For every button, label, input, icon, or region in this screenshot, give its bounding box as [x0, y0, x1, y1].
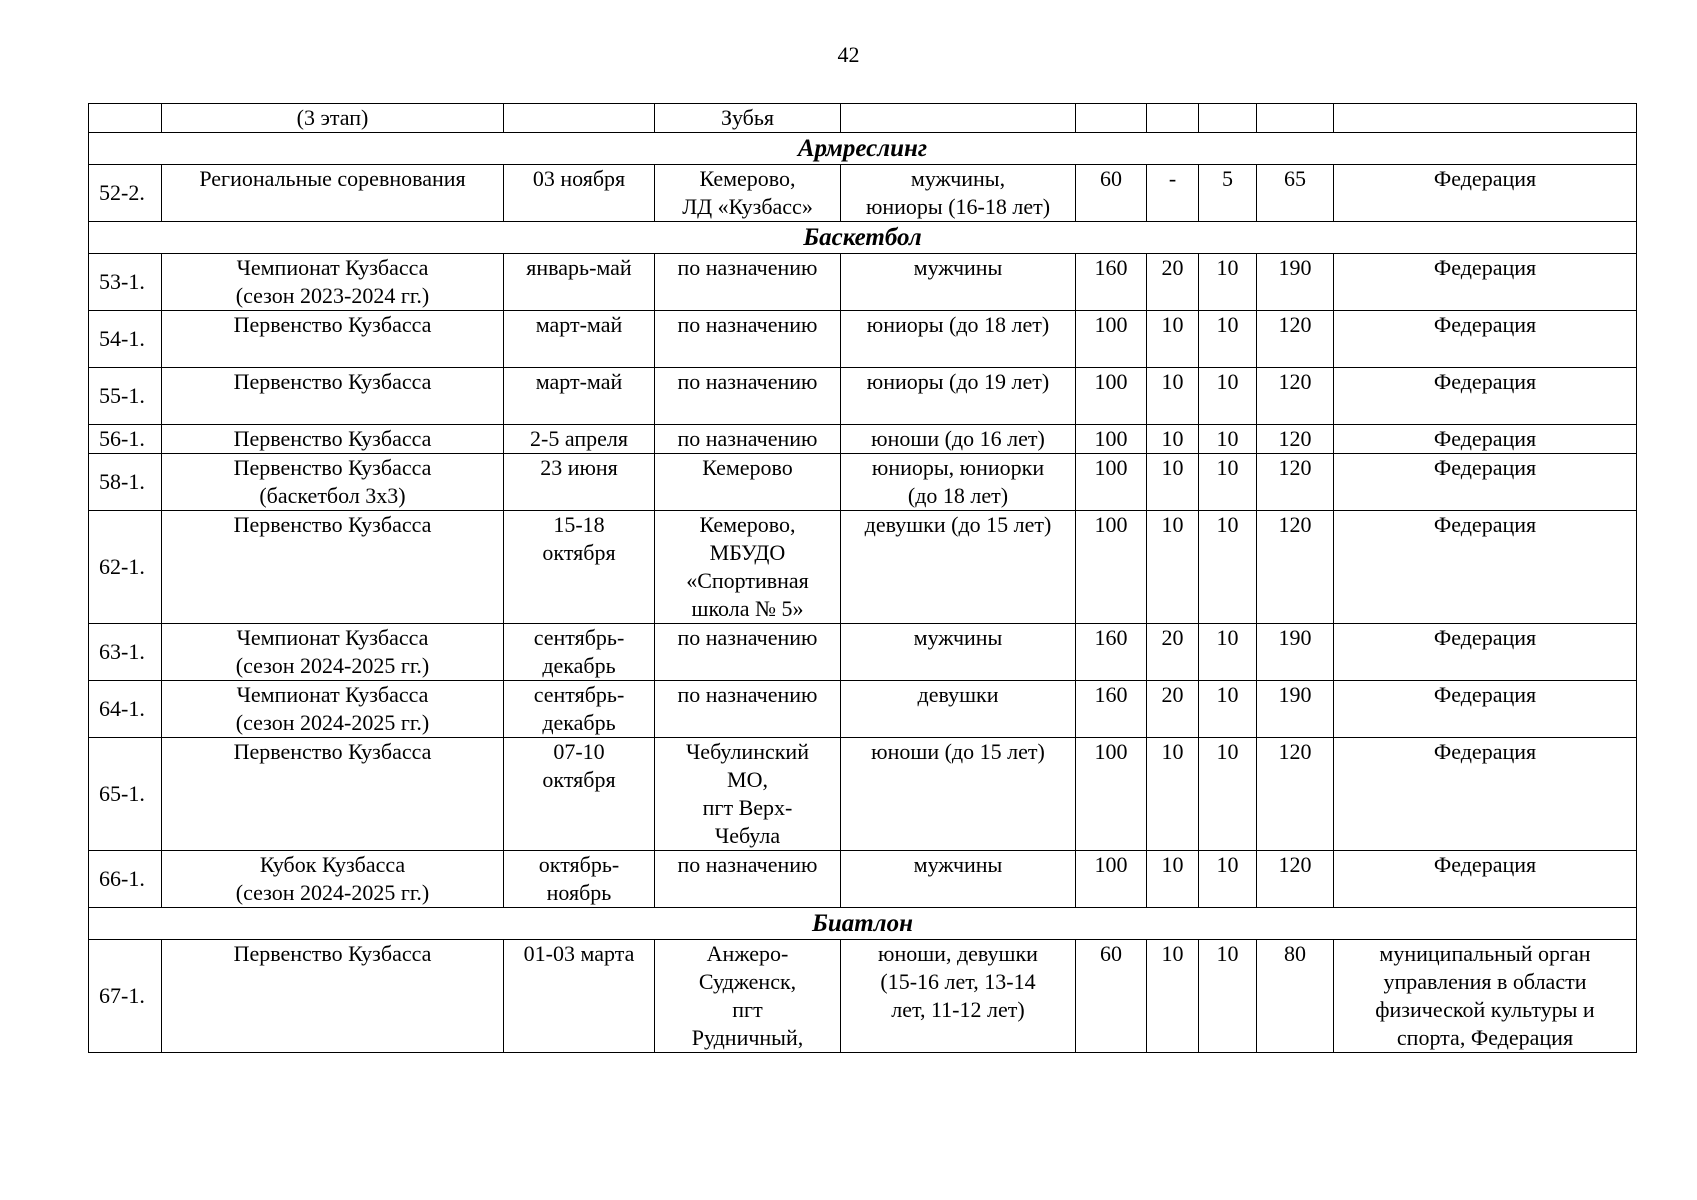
participants-cell [841, 851, 1076, 908]
date-cell [504, 254, 655, 311]
organizer-cell-line: Федерация [1433, 166, 1537, 191]
continuation-row [89, 104, 1637, 133]
event-name-cell-line: Первенство Кузбасса [233, 455, 432, 480]
organizer-cell-line: управления в области [1383, 969, 1587, 994]
event-name-cell-line: (баскетбол 3х3) [259, 483, 406, 508]
place-cell-line: пгт [732, 997, 763, 1022]
event-name-cell-line: Чемпионат Кузбасса [236, 682, 429, 707]
event-name-cell-line: Кубок Кузбасса [259, 852, 406, 877]
event-name-cell [162, 681, 504, 738]
place-cell-line: МБУДО [709, 540, 786, 565]
table-row [89, 254, 1637, 311]
count-cell [1147, 104, 1199, 133]
participants-cell-line: (15-16 лет, 13-14 [880, 969, 1036, 994]
count-cell: 100 [1076, 425, 1147, 454]
place-cell [655, 165, 841, 222]
organizer-cell [1334, 851, 1637, 908]
organizer-cell [1334, 311, 1637, 368]
section-title: Армреслинг [89, 133, 1637, 165]
num-cell: 65-1. [89, 738, 162, 851]
place-cell [655, 311, 841, 368]
participants-cell-line: мужчины [913, 255, 1003, 280]
date-cell [504, 624, 655, 681]
count-cell: 100 [1076, 511, 1147, 624]
place-cell [655, 624, 841, 681]
count-cell: 10 [1199, 254, 1257, 311]
event-name-cell [162, 851, 504, 908]
count-cell: 160 [1076, 624, 1147, 681]
place-cell-line: Судженск, [698, 969, 797, 994]
count-cell: 160 [1076, 254, 1147, 311]
date-cell-line: 15-18 [553, 512, 605, 537]
date-cell-line: октябрь- [538, 852, 620, 877]
count-cell: 10 [1199, 454, 1257, 511]
num-cell: 54-1. [89, 311, 162, 368]
organizer-cell-line: физической культуры и [1375, 997, 1595, 1022]
count-cell: 10 [1147, 511, 1199, 624]
place-cell-line: Анжеро- [706, 941, 789, 966]
participants-cell [841, 511, 1076, 624]
num-cell: 58-1. [89, 454, 162, 511]
event-name-cell-line: Первенство Кузбасса [233, 512, 432, 537]
participants-cell-line: мужчины [913, 625, 1003, 650]
date-cell-line: сентябрь- [533, 682, 625, 707]
place-cell [655, 254, 841, 311]
participants-cell-line: девушки (до 15 лет) [864, 512, 1052, 537]
place-cell-line: Чебула [714, 823, 781, 848]
page-number: 42 [837, 42, 860, 67]
event-name-cell [162, 624, 504, 681]
total-cell: 120 [1257, 851, 1334, 908]
count-cell: 60 [1076, 165, 1147, 222]
date-cell-line: 07-10 [553, 739, 605, 764]
organizer-cell-line: муниципальный орган [1379, 941, 1591, 966]
num-cell: 64-1. [89, 681, 162, 738]
place-cell-line: по назначению [677, 369, 818, 394]
participants-cell [841, 940, 1076, 1053]
date-cell-line: март-май [535, 312, 623, 337]
place-cell-line: по назначению [677, 682, 818, 707]
event-name-cell-line: (сезон 2024-2025 гг.) [235, 710, 430, 735]
count-cell [1076, 104, 1147, 133]
event-name-cell [162, 311, 504, 368]
organizer-cell-line: спорта, Федерация [1396, 1025, 1574, 1050]
place-cell-line: МО, [727, 767, 768, 792]
count-cell: 10 [1199, 425, 1257, 454]
participants-cell-line: юниоры, юниорки [871, 455, 1045, 480]
total-cell: 120 [1257, 454, 1334, 511]
event-name-cell-line: Первенство Кузбасса [233, 369, 432, 394]
place-cell [655, 454, 841, 511]
date-cell-line: 2-5 апреля [530, 426, 628, 451]
count-cell: 60 [1076, 940, 1147, 1053]
place-cell-line: Чебулинский [686, 739, 809, 764]
date-cell-line: март-май [535, 369, 623, 394]
section-row [89, 133, 1637, 165]
count-cell: 5 [1199, 165, 1257, 222]
place-cell-line: Кемерово, [699, 166, 796, 191]
participants-cell-line: мужчины [913, 852, 1003, 877]
event-name-cell-line: Первенство Кузбасса [233, 312, 432, 337]
num-cell: 66-1. [89, 851, 162, 908]
date-cell [504, 368, 655, 425]
section-row [89, 908, 1637, 940]
participants-cell [841, 311, 1076, 368]
count-cell: 100 [1076, 738, 1147, 851]
section-row [89, 222, 1637, 254]
count-cell: 20 [1147, 254, 1199, 311]
participants-cell-line: лет, 11-12 лет) [891, 997, 1025, 1022]
num-cell: 55-1. [89, 368, 162, 425]
place-cell [655, 940, 841, 1053]
date-cell [504, 425, 655, 454]
participants-cell-line: юноши (до 15 лет) [871, 739, 1045, 764]
place-cell [655, 738, 841, 851]
count-cell: 10 [1147, 940, 1199, 1053]
event-name-cell-line: Чемпионат Кузбасса [236, 255, 429, 280]
event-name-cell-line: (сезон 2023-2024 гг.) [235, 283, 430, 308]
table-row [89, 368, 1637, 425]
count-cell: 10 [1199, 624, 1257, 681]
total-cell: 65 [1257, 165, 1334, 222]
participants-cell-line: юноши, девушки [878, 941, 1038, 966]
organizer-cell [1334, 738, 1637, 851]
organizer-cell [1334, 368, 1637, 425]
table-row [89, 311, 1637, 368]
count-cell: 100 [1076, 368, 1147, 425]
organizer-cell [1334, 104, 1637, 133]
date-cell [504, 940, 655, 1053]
table-row [89, 425, 1637, 454]
date-cell-line: 03 ноября [532, 166, 626, 191]
total-cell: 190 [1257, 254, 1334, 311]
table-row [89, 738, 1637, 851]
organizer-cell-line: Федерация [1433, 426, 1537, 451]
count-cell: 10 [1147, 311, 1199, 368]
organizer-cell [1334, 254, 1637, 311]
count-cell: 10 [1147, 368, 1199, 425]
organizer-cell-line: Федерация [1433, 255, 1537, 280]
date-cell-line: октября [542, 767, 616, 792]
participants-cell-line: мужчины, [910, 166, 1006, 191]
num-cell: 52-2. [89, 165, 162, 222]
organizer-cell [1334, 511, 1637, 624]
event-name-cell [162, 254, 504, 311]
place-cell [655, 368, 841, 425]
date-cell-line: сентябрь- [533, 625, 625, 650]
num-cell: 56-1. [89, 425, 162, 454]
num-cell: 67-1. [89, 940, 162, 1053]
count-cell: 10 [1199, 511, 1257, 624]
date-cell-line: декабрь [542, 653, 616, 678]
table-row [89, 851, 1637, 908]
date-cell [504, 738, 655, 851]
place-cell [655, 511, 841, 624]
place-cell-line: Кемерово [702, 455, 793, 480]
count-cell: 10 [1147, 425, 1199, 454]
count-cell: 20 [1147, 624, 1199, 681]
place-cell-line: по назначению [677, 312, 818, 337]
place-cell-line: ЛД «Кузбасс» [682, 194, 813, 219]
participants-cell-line: (до 18 лет) [907, 483, 1009, 508]
count-cell [1199, 104, 1257, 133]
organizer-cell-line: Федерация [1433, 625, 1537, 650]
organizer-cell [1334, 454, 1637, 511]
event-name-cell [162, 454, 504, 511]
event-name-cell-line: Первенство Кузбасса [233, 941, 432, 966]
total-cell: 80 [1257, 940, 1334, 1053]
count-cell: 100 [1076, 311, 1147, 368]
date-cell [504, 165, 655, 222]
table-row [89, 681, 1637, 738]
event-name-cell-line: Чемпионат Кузбасса [236, 625, 429, 650]
place-cell-line: по назначению [677, 625, 818, 650]
num-cell [89, 104, 162, 133]
total-cell: 190 [1257, 681, 1334, 738]
date-cell-line: 01-03 марта [523, 941, 635, 966]
place-cell-line: по назначению [677, 255, 818, 280]
place-cell-line: по назначению [677, 426, 818, 451]
section-title: Биатлон [89, 908, 1637, 940]
place-cell [655, 851, 841, 908]
table-row [89, 454, 1637, 511]
date-cell [504, 104, 655, 133]
num-cell: 53-1. [89, 254, 162, 311]
event-name-cell-line: (сезон 2024-2025 гг.) [235, 880, 430, 905]
place-cell-line: пгт Верх- [702, 795, 793, 820]
event-name-cell [162, 368, 504, 425]
date-cell-line: декабрь [542, 710, 616, 735]
table-row [89, 624, 1637, 681]
organizer-cell-line: Федерация [1433, 369, 1537, 394]
place-cell-line: школа № 5» [691, 596, 804, 621]
num-cell: 63-1. [89, 624, 162, 681]
organizer-cell-line: Федерация [1433, 682, 1537, 707]
event-name-cell-line: Первенство Кузбасса [233, 739, 432, 764]
total-cell [1257, 104, 1334, 133]
participants-cell-line: юниоры (до 19 лет) [866, 369, 1050, 394]
organizer-cell [1334, 624, 1637, 681]
total-cell: 120 [1257, 425, 1334, 454]
place-cell: Зубья [655, 104, 841, 133]
event-name-cell-line: Первенство Кузбасса [233, 426, 432, 451]
section-title: Баскетбол [89, 222, 1637, 254]
count-cell: 10 [1199, 311, 1257, 368]
date-cell [504, 311, 655, 368]
date-cell [504, 681, 655, 738]
organizer-cell-line: Федерация [1433, 852, 1537, 877]
total-cell: 120 [1257, 368, 1334, 425]
date-cell-line: январь-май [526, 255, 632, 280]
organizer-cell-line: Федерация [1433, 512, 1537, 537]
event-name-cell: (3 этап) [162, 104, 504, 133]
event-name-cell [162, 165, 504, 222]
count-cell: - [1147, 165, 1199, 222]
table-row [89, 511, 1637, 624]
participants-cell [841, 254, 1076, 311]
count-cell: 10 [1199, 681, 1257, 738]
organizer-cell [1334, 165, 1637, 222]
participants-cell-line: юниоры (до 18 лет) [866, 312, 1050, 337]
participants-cell [841, 454, 1076, 511]
date-cell-line: 23 июня [540, 455, 618, 480]
count-cell: 10 [1199, 940, 1257, 1053]
event-name-cell-line: Региональные соревнования [199, 166, 466, 191]
num-cell: 62-1. [89, 511, 162, 624]
count-cell: 10 [1147, 454, 1199, 511]
participants-cell [841, 165, 1076, 222]
place-cell-line: по назначению [677, 852, 818, 877]
place-cell [655, 681, 841, 738]
event-name-cell-line: (сезон 2024-2025 гг.) [235, 653, 430, 678]
participants-cell-line: девушки [917, 682, 999, 707]
organizer-cell [1334, 940, 1637, 1053]
place-cell-line: Кемерово, [699, 512, 796, 537]
count-cell: 10 [1199, 368, 1257, 425]
participants-cell [841, 368, 1076, 425]
date-cell [504, 454, 655, 511]
count-cell: 10 [1147, 851, 1199, 908]
total-cell: 120 [1257, 511, 1334, 624]
count-cell: 20 [1147, 681, 1199, 738]
participants-cell-line: юниоры (16-18 лет) [865, 194, 1051, 219]
organizer-cell [1334, 425, 1637, 454]
date-cell-line: ноябрь [546, 880, 612, 905]
participants-cell-line: юноши (до 16 лет) [871, 426, 1045, 451]
event-name-cell [162, 511, 504, 624]
total-cell: 190 [1257, 624, 1334, 681]
organizer-cell-line: Федерация [1433, 739, 1537, 764]
count-cell: 10 [1199, 851, 1257, 908]
participants-cell [841, 681, 1076, 738]
date-cell [504, 511, 655, 624]
date-cell [504, 851, 655, 908]
place-cell-line: Рудничный, [691, 1025, 804, 1050]
place-cell [655, 425, 841, 454]
count-cell: 10 [1147, 738, 1199, 851]
participants-cell [841, 425, 1076, 454]
count-cell: 100 [1076, 851, 1147, 908]
organizer-cell-line: Федерация [1433, 455, 1537, 480]
count-cell: 160 [1076, 681, 1147, 738]
organizer-cell-line: Федерация [1433, 312, 1537, 337]
participants-cell [841, 624, 1076, 681]
total-cell: 120 [1257, 738, 1334, 851]
table-row [89, 165, 1637, 222]
event-name-cell [162, 425, 504, 454]
participants-cell [841, 104, 1076, 133]
organizer-cell [1334, 681, 1637, 738]
event-name-cell [162, 940, 504, 1053]
event-name-cell [162, 738, 504, 851]
date-cell-line: октября [542, 540, 616, 565]
count-cell: 100 [1076, 454, 1147, 511]
table-row [89, 940, 1637, 1053]
total-cell: 120 [1257, 311, 1334, 368]
schedule-table [88, 103, 1637, 1053]
count-cell: 10 [1199, 738, 1257, 851]
place-cell-line: «Спортивная [686, 568, 809, 593]
participants-cell [841, 738, 1076, 851]
